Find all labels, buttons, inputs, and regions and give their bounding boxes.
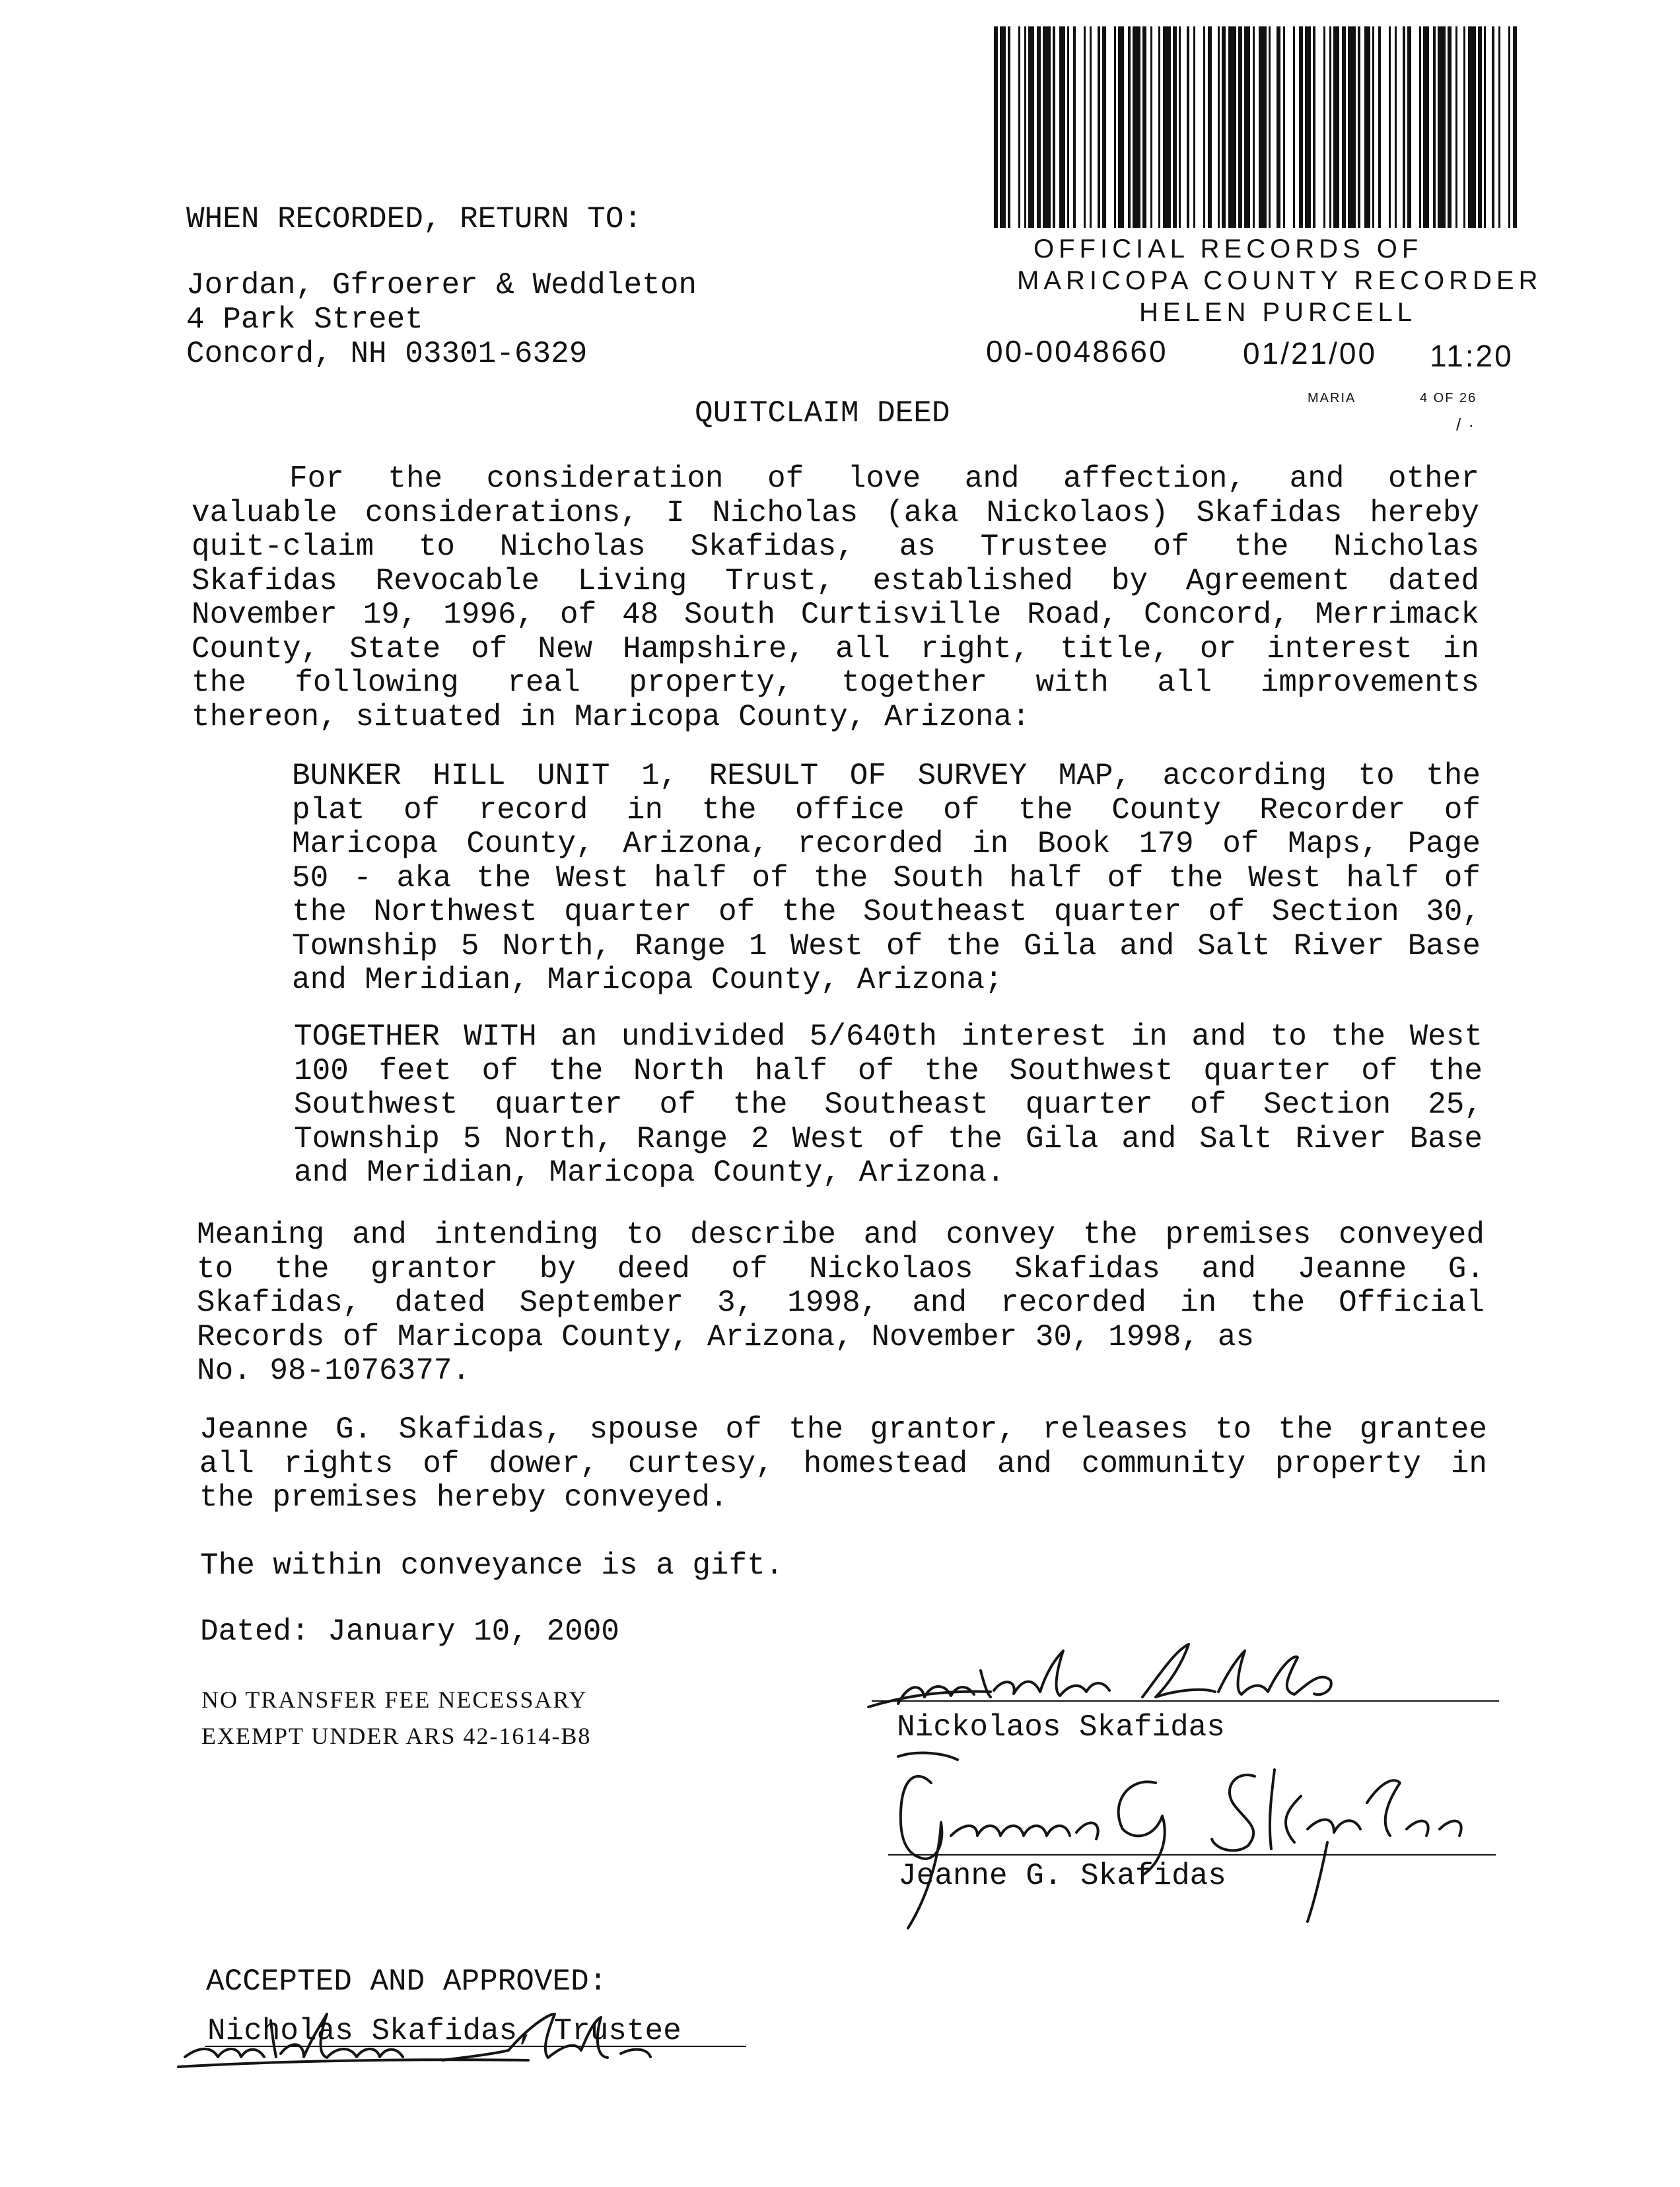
barcode-bar [1102,26,1106,228]
paragraph-line: Skafidas Revocable Living Trust, established by Agreement dated [192,563,1479,598]
barcode-bar [1118,26,1124,228]
barcode-bar [1073,26,1076,228]
barcode-bar [1000,26,1006,228]
barcode-bar [1114,26,1116,228]
barcode-bar [1253,26,1255,228]
legal-line: BUNKER HILL UNIT 1, RESULT OF SURVEY MAP, according to the [292,759,1481,793]
barcode-bar [1395,26,1397,228]
barcode-bar [1508,26,1510,228]
barcode-bar [1455,26,1457,228]
recorder-stamp-line2: MARICOPA COUNTY RECORDER [1017,266,1543,295]
barcode-bar [1179,26,1181,228]
legal-line: Maricopa County, Arizona, recorded in Book 179 of Maps, Page [292,827,1481,861]
barcode-bar [1059,26,1065,228]
barcode-bar [1513,26,1517,228]
barcode [994,26,1519,228]
barcode-bar [1468,26,1476,228]
barcode-bar [1090,26,1092,228]
signature-line-2 [888,1854,1496,1856]
transfer-fee-line1: NO TRANSFER FEE NECESSARY [201,1686,588,1713]
paragraph-line: thereon, situated in Maricopa County, Arizona: [192,699,1030,734]
barcode-bar [1348,26,1356,228]
barcode-bar [1323,26,1325,228]
barcode-bar [1228,26,1236,228]
barcode-bar [1358,26,1360,228]
barcode-bar [1269,26,1271,228]
recorder-clerk: MARIA [1308,391,1356,405]
paragraph-line: all rights of dower, curtesy, homestead and community property in [199,1446,1487,1481]
barcode-bar [1043,26,1051,228]
paragraph-line: Meaning and intending to describe and convey the premises conveyed [197,1218,1485,1252]
paragraph-line: County, State of New Hampshire, all right, title, or interest in [192,631,1479,666]
signature-line-1 [872,1700,1499,1702]
barcode-bar [1238,26,1242,228]
dated-line: Dated: January 10, 2000 [200,1614,619,1649]
barcode-bar [1333,26,1339,228]
barcode-bar [1098,26,1100,228]
legal-line: 50 - aka the West half of the South half of the West half of [292,860,1481,895]
recorder-doc-number: 00-0048660 [986,334,1168,368]
barcode-bar [1299,26,1303,228]
barcode-bar [1498,26,1500,228]
signer2-name: Jeanne G. Skafidas [898,1859,1226,1893]
legal-line: TOGETHER WITH an undivided 5/640th interest in and to the West [294,1020,1483,1054]
barcode-bar [1492,26,1494,228]
return-to-line1: Jordan, Gfroerer & Weddleton [186,268,697,302]
barcode-bar [1053,26,1055,228]
legal-line: Southwest quarter of the Southeast quarter of Section 25, [294,1088,1483,1122]
barcode-bar [1463,26,1465,228]
barcode-bar [1163,26,1171,228]
barcode-bar [1372,26,1374,228]
paragraph-line: the premises hereby conveyed. [199,1480,728,1515]
legal-line: and Meridian, Maricopa County, Arizona; [292,963,1003,997]
acceptance-heading: ACCEPTED AND APPROVED: [206,1964,608,1999]
barcode-bar [1478,26,1482,228]
stamp-tick-mark: / · [1456,415,1476,434]
barcode-bar [1133,26,1140,228]
barcode-bar [1193,26,1195,228]
barcode-bar [1084,26,1086,228]
barcode-bar [994,26,998,228]
barcode-bar [1423,26,1429,228]
barcode-bar [1142,26,1146,228]
barcode-bar [1173,26,1177,228]
paragraph-line: valuable considerations, I Nicholas (aka Nickolaos) Skafidas hereby [192,495,1479,530]
recorder-stamp-line3: HELEN PURCELL [1139,298,1417,327]
legal-description-2 [294,1020,1483,1191]
barcode-bar [1438,26,1446,228]
signer1-name: Nickolaos Skafidas [897,1710,1225,1745]
barcode-bar [1028,26,1034,228]
barcode-bar [1484,26,1486,228]
document-title: QUITCLAIM DEED [695,396,950,431]
recorder-stamp-line1: OFFICIAL RECORDS OF [1033,234,1423,263]
barcode-bar [1244,26,1250,228]
barcode-bar [1305,26,1311,228]
barcode-bar [1342,26,1346,228]
transfer-fee-line2: EXEMPT UNDER ARS 42-1614-B8 [201,1723,592,1749]
barcode-bar [1208,26,1212,228]
legal-description-1 [292,759,1481,998]
barcode-bar [1203,26,1205,228]
barcode-bar [1293,26,1295,228]
paragraph-line: Skafidas, dated September 3, 1998, and recorded in the Official [197,1286,1485,1320]
barcode-bar [1187,26,1189,228]
barcode-bar [1378,26,1381,228]
barcode-bar [1283,26,1285,228]
paragraph-line: quit-claim to Nicholas Skafidas, as Trustee of the Nicholas [192,530,1479,564]
recorder-page-count: 4 OF 26 [1420,391,1477,405]
return-to-line3: Concord, NH 03301-6329 [186,337,588,371]
barcode-bar [1329,26,1331,228]
barcode-bar [1389,26,1391,228]
return-to-line2: 4 Park Street [186,302,423,337]
barcode-bar [1218,26,1220,228]
paragraph-line: to the grantor by deed of Nickolaos Skafidas and Jeanne G. [197,1251,1485,1286]
barcode-bar [1037,26,1041,228]
legal-line: plat of record in the office of the County Recorder of [292,792,1481,827]
meaning-paragraph [197,1218,1485,1389]
spouse-paragraph [199,1413,1487,1515]
consideration-paragraph [192,462,1479,734]
legal-line: and Meridian, Maricopa County, Arizona. [294,1156,1005,1190]
recorder-date: 01/21/00 [1243,336,1378,370]
paragraph-line: For the consideration of love and affection, and other [289,462,1479,496]
acceptance-signer: Nicholas Skafidas, Trustee [207,2014,682,2048]
barcode-bar [1313,26,1315,228]
barcode-bar [1433,26,1436,228]
barcode-bar [1018,26,1020,228]
barcode-bar [1277,26,1280,228]
barcode-bar [1403,26,1405,228]
gift-statement: The within conveyance is a gift. [200,1548,784,1583]
paragraph-line: Records of Maricopa County, Arizona, November 30, 1998, as [197,1319,1255,1354]
recorder-time: 11:20 [1430,339,1514,373]
paragraph-line: the following real property, together with all improvements [192,666,1479,700]
barcode-bar [1364,26,1370,228]
barcode-bar [1448,26,1452,228]
barcode-bar [1222,26,1226,228]
signature-jeanne [878,1743,1506,1941]
legal-line: Township 5 North, Range 1 West of the Gila and Salt River Base [292,928,1481,963]
paragraph-line: Jeanne G. Skafidas, spouse of the grantor, releases to the grantee [199,1412,1487,1447]
barcode-bar [1008,26,1010,228]
barcode-bar [1150,26,1152,228]
barcode-bar [1024,26,1026,228]
legal-line: the Northwest quarter of the Southeast quarter of Section 30, [292,895,1481,929]
barcode-bar [1128,26,1131,228]
barcode-bar [1419,26,1421,228]
barcode-bar [1407,26,1411,228]
legal-line: 100 feet of the North half of the Southwest quarter of the [294,1053,1483,1088]
barcode-bar [1158,26,1160,228]
barcode-bar [1259,26,1267,228]
barcode-bar [1067,26,1069,228]
return-to-heading: WHEN RECORDED, RETURN TO: [186,202,643,236]
legal-line: Township 5 North, Range 2 West of the Gila and Salt River Base [294,1121,1483,1156]
paragraph-line: No. 98-1076377. [197,1354,471,1388]
paragraph-line: November 19, 1996, of 48 South Curtisville Road, Concord, Merrimack [192,598,1479,632]
